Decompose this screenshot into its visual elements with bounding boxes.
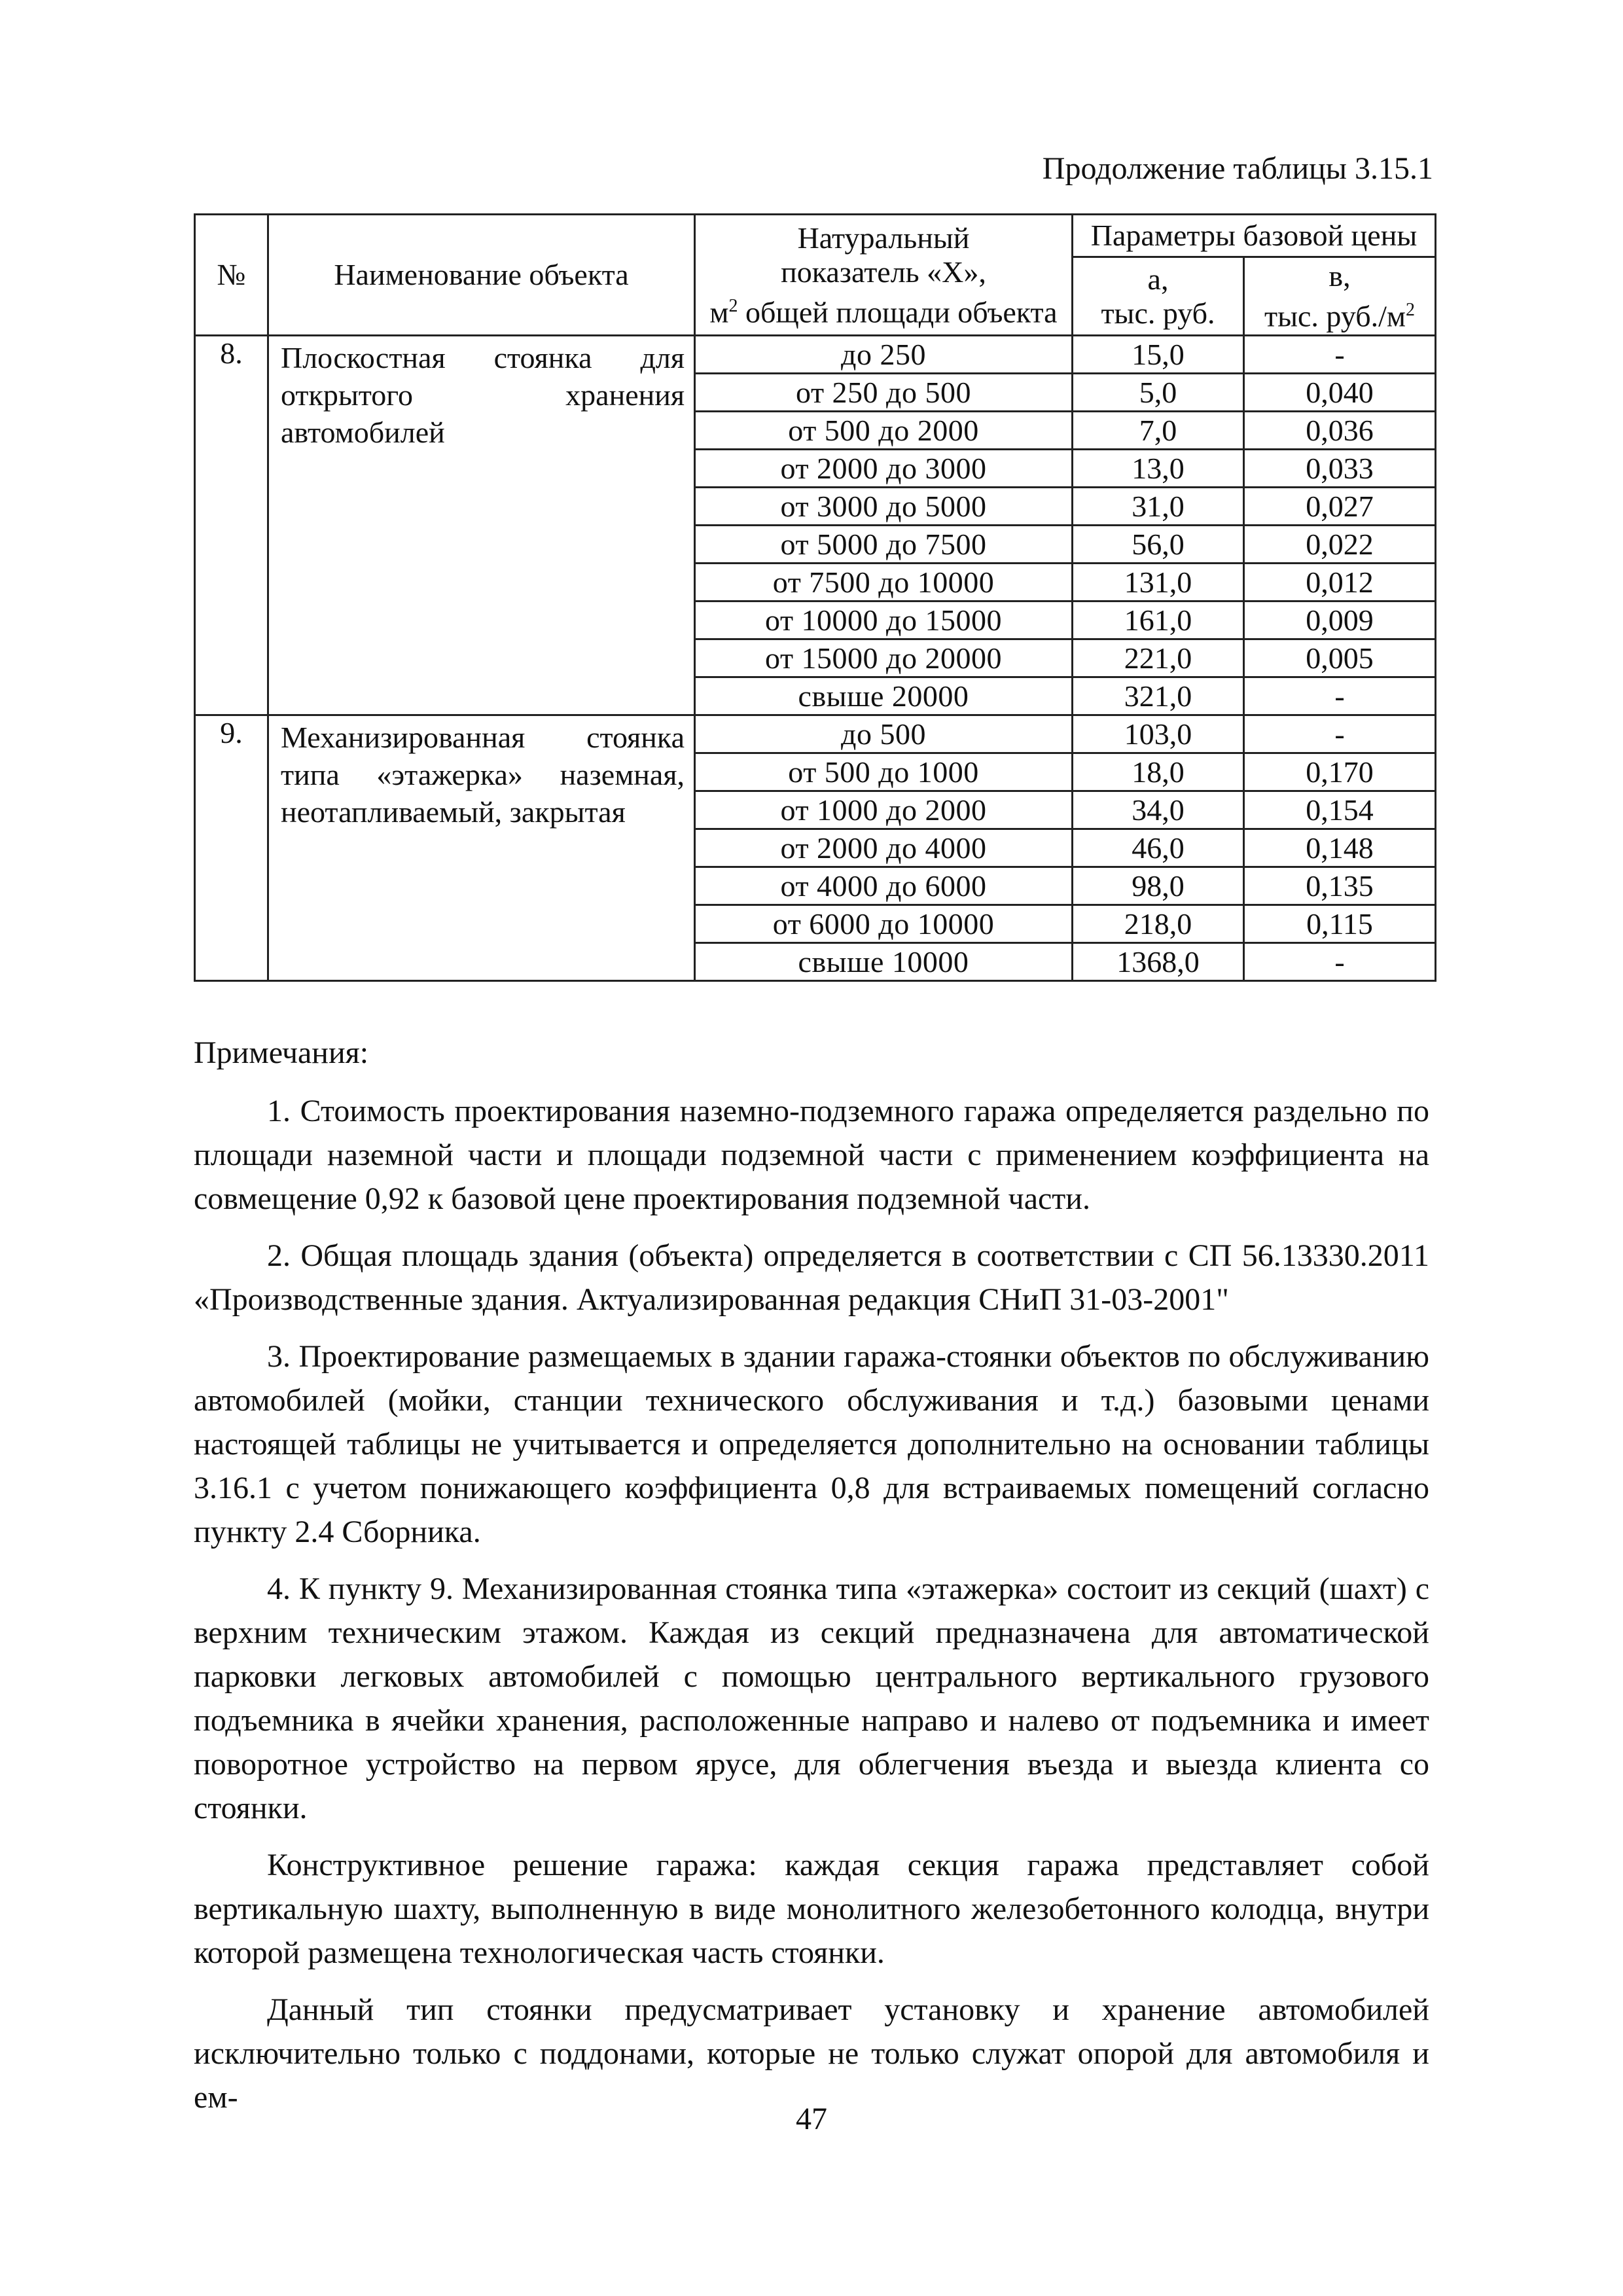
price-b: - xyxy=(1244,943,1436,981)
area-range: до 500 xyxy=(695,715,1073,753)
price-a: 46,0 xyxy=(1073,829,1244,867)
price-b: 0,027 xyxy=(1244,488,1436,526)
header-name: Наименование объекта xyxy=(268,215,695,336)
area-range: от 2000 до 3000 xyxy=(695,450,1073,488)
header-indicator-unit: м xyxy=(709,295,729,329)
price-b: 0,012 xyxy=(1244,564,1436,601)
price-a: 103,0 xyxy=(1073,715,1244,753)
area-range: свыше 10000 xyxy=(695,943,1073,981)
price-a: 7,0 xyxy=(1073,412,1244,450)
price-b: 0,148 xyxy=(1244,829,1436,867)
table-row xyxy=(195,715,1436,753)
area-range: от 4000 до 6000 xyxy=(695,867,1073,905)
price-table xyxy=(194,213,1436,982)
price-a: 218,0 xyxy=(1073,905,1244,943)
note-paragraph: Данный тип стоянки предусматривает установку и хранение автомобилей исключительно только с поддонами, которые не только служат опорой для автомобиля и ем- xyxy=(194,1992,1429,2115)
notes xyxy=(194,1031,1429,2119)
price-b: 0,009 xyxy=(1244,601,1436,639)
table-caption: Продолжение таблицы 3.15.1 xyxy=(1042,151,1433,186)
page-number: 47 xyxy=(796,2102,827,2136)
header-a xyxy=(1073,257,1244,336)
price-a: 161,0 xyxy=(1073,601,1244,639)
note-paragraph: 3. Проектирование размещаемых в здании гаража-стоянки объектов по обслуживанию автомобилей (мойки, станции технического обслуживания и т.д.) базовыми ценами настоящей таблицы не учитывается и определяется дополнительно на основании таблицы 3.16.1 с учетом понижающего коэффициента 0,8 для встраиваемых помещений согласно пункту 2.4 Сборника. xyxy=(194,1339,1429,1549)
area-range: от 7500 до 10000 xyxy=(695,564,1073,601)
header-indicator-line1: Натуральный xyxy=(797,221,970,255)
header-params: Параметры базовой цены xyxy=(1073,215,1436,257)
price-b: 0,036 xyxy=(1244,412,1436,450)
notes-title: Примечания: xyxy=(194,1035,369,1070)
area-range: от 500 до 2000 xyxy=(695,412,1073,450)
price-a: 1368,0 xyxy=(1073,943,1244,981)
table-body xyxy=(195,336,1436,981)
header-a-line1: а, xyxy=(1147,262,1169,296)
table-row xyxy=(195,336,1436,374)
header-b-line1: в, xyxy=(1329,259,1351,293)
area-range: от 250 до 500 xyxy=(695,374,1073,412)
price-a: 15,0 xyxy=(1073,336,1244,374)
row-number: 9. xyxy=(195,715,268,981)
header-indicator-line2: показатель «Х», xyxy=(781,255,986,289)
row-number: 8. xyxy=(195,336,268,715)
area-range: от 10000 до 15000 xyxy=(695,601,1073,639)
price-b: 0,022 xyxy=(1244,526,1436,564)
header-b-sup: 2 xyxy=(1406,300,1416,320)
price-a: 56,0 xyxy=(1073,526,1244,564)
header-b-line2 xyxy=(1249,293,1431,333)
note-paragraph: Конструктивное решение гаража: каждая секция гаража представляет собой вертикальную шахту, выполненную в виде монолитного железобетонного колодца, внутри которой размещена технологическая часть стоянки. xyxy=(194,1848,1429,1970)
area-range: от 500 до 1000 xyxy=(695,753,1073,791)
price-a: 221,0 xyxy=(1073,639,1244,677)
price-b: 0,115 xyxy=(1244,905,1436,943)
price-a: 34,0 xyxy=(1073,791,1244,829)
area-range: до 250 xyxy=(695,336,1073,374)
area-range: от 15000 до 20000 xyxy=(695,639,1073,677)
price-a: 5,0 xyxy=(1073,374,1244,412)
price-b: 0,154 xyxy=(1244,791,1436,829)
object-name: Плоскостная стоянка для открытого хранения автомобилей xyxy=(268,336,695,715)
price-b: - xyxy=(1244,336,1436,374)
header-indicator xyxy=(695,215,1073,336)
price-a: 98,0 xyxy=(1073,867,1244,905)
price-b: - xyxy=(1244,715,1436,753)
price-a: 13,0 xyxy=(1073,450,1244,488)
table-header xyxy=(195,215,1436,336)
price-b: 0,135 xyxy=(1244,867,1436,905)
header-indicator-line3 xyxy=(700,289,1067,329)
note-paragraph: 4. К пункту 9. Механизированная стоянка типа «этажерка» состоит из секций (шахт) с верхним техническим этажом. Каждая из секций предназначена для автоматической парковки легковых автомобилей с помощью центрального вертикального грузового подъемника в ячейки хранения, расположенные направо и налево от подъемника и имеет поворотное устройство на первом ярусе, для облегчения въезда и выезда клиента со стоянки. xyxy=(194,1571,1429,1825)
area-range: от 1000 до 2000 xyxy=(695,791,1073,829)
area-range: от 3000 до 5000 xyxy=(695,488,1073,526)
price-b: 0,033 xyxy=(1244,450,1436,488)
price-a: 18,0 xyxy=(1073,753,1244,791)
header-b-unit: тыс. руб./м xyxy=(1264,299,1406,333)
object-name: Механизированная стоянка типа «этажерка» наземная, неотапливаемый, закрытая xyxy=(268,715,695,981)
price-a: 321,0 xyxy=(1073,677,1244,715)
header-num: № xyxy=(195,215,268,336)
price-b: 0,170 xyxy=(1244,753,1436,791)
header-indicator-rest: общей площади объекта xyxy=(738,295,1058,329)
price-b: 0,005 xyxy=(1244,639,1436,677)
area-range: от 5000 до 7500 xyxy=(695,526,1073,564)
header-a-line2: тыс. руб. xyxy=(1101,296,1215,330)
note-paragraph: 1. Стоимость проектирования наземно-подземного гаража определяется раздельно по площади наземной части и площади подземной части с применением коэффициента на совмещение 0,92 к базовой цене проектирования подземной части. xyxy=(194,1094,1429,1216)
header-b xyxy=(1244,257,1436,336)
price-b: - xyxy=(1244,677,1436,715)
price-b: 0,040 xyxy=(1244,374,1436,412)
area-range: от 2000 до 4000 xyxy=(695,829,1073,867)
price-a: 31,0 xyxy=(1073,488,1244,526)
price-a: 131,0 xyxy=(1073,564,1244,601)
area-range: свыше 20000 xyxy=(695,677,1073,715)
header-indicator-sup: 2 xyxy=(728,295,738,316)
note-paragraph: 2. Общая площадь здания (объекта) определяется в соответствии с СП 56.13330.2011 «Производственные здания. Актуализированная редакция СНиП 31-03-2001" xyxy=(194,1238,1429,1317)
area-range: от 6000 до 10000 xyxy=(695,905,1073,943)
